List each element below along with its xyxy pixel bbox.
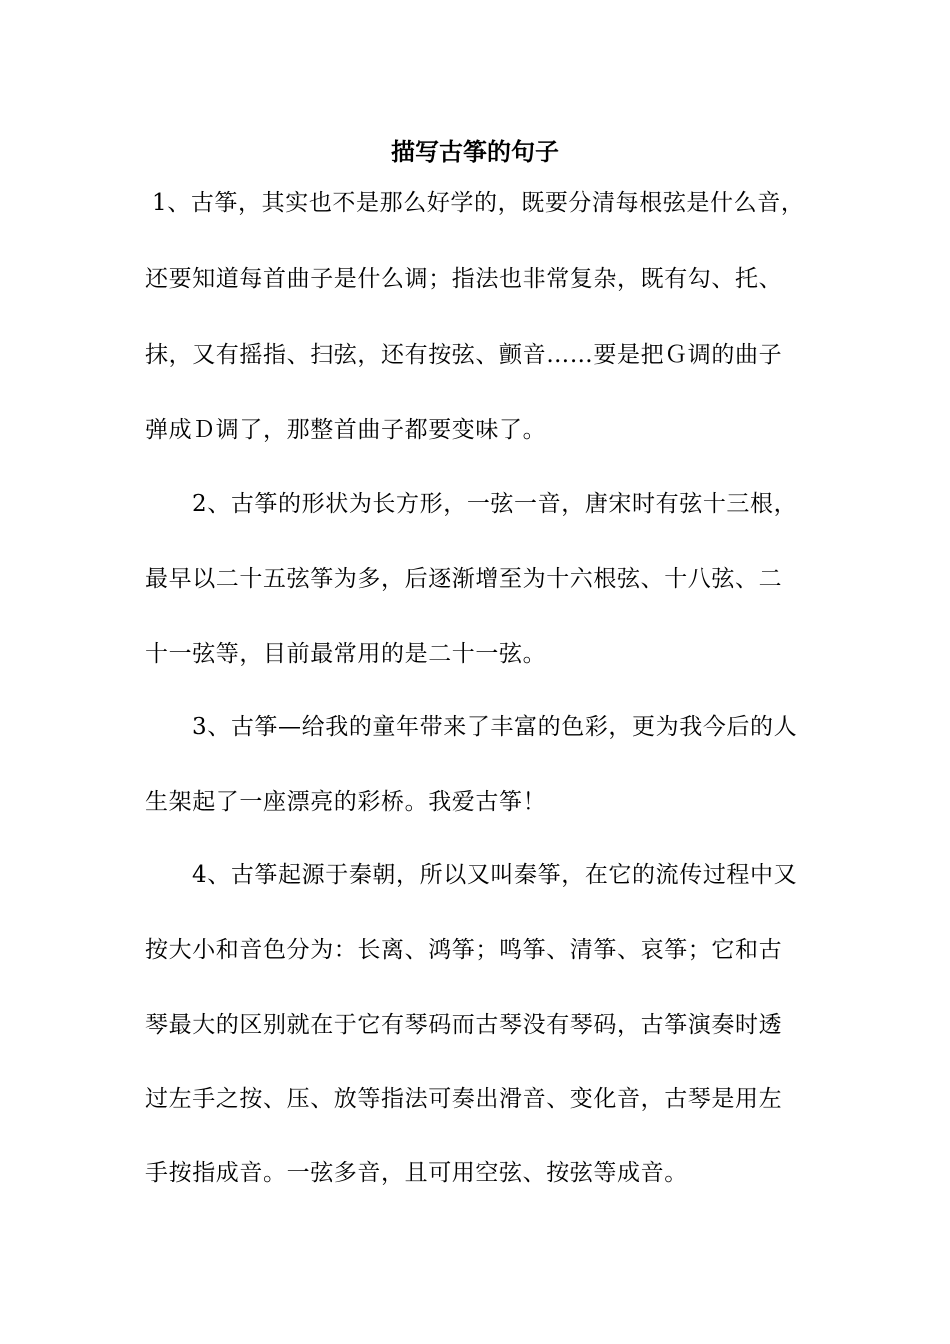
paragraph-1-line-3: 抹，又有摇指、扫弦，还有按弦、颤音……要是把Ｇ调的曲子 [145, 342, 783, 368]
document-title: 描写古筝的句子 [391, 138, 559, 166]
paragraph-2-line-2: 最早以二十五弦筝为多，后逐渐增至为十六根弦、十八弦、二 [145, 566, 783, 592]
paragraph-4-line-1: 4、古筝起源于秦朝，所以又叫秦筝，在它的流传过程中又 [192, 862, 798, 888]
paragraph-4-line-2: 按大小和音色分为：长离、鸿筝；鸣筝、清筝、哀筝；它和古 [145, 937, 783, 963]
paragraph-1-line-1: 1、古筝，其实也不是那么好学的，既要分清每根弦是什么音， [152, 190, 805, 216]
paragraph-1-line-4: 弹成Ｄ调了，那整首曲子都要变味了。 [145, 417, 547, 443]
paragraph-2-line-1: 2、古筝的形状为长方形，一弦一音，唐宋时有弦十三根， [192, 491, 798, 517]
paragraph-4-line-4: 过左手之按、压、放等指法可奏出滑音、变化音，古琴是用左 [145, 1086, 783, 1112]
paragraph-4-line-3: 琴最大的区别就在于它有琴码而古琴没有琴码，古筝演奏时透 [145, 1012, 783, 1038]
paragraph-3-line-2: 生架起了一座漂亮的彩桥。我爱古筝！ [145, 789, 547, 815]
paragraph-3-line-1: 3、古筝—给我的童年带来了丰富的色彩，更为我今后的人 [192, 714, 798, 740]
paragraph-1-line-2: 还要知道每首曲子是什么调；指法也非常复杂，既有勾、托、 [145, 266, 783, 292]
paragraph-4-line-5: 手按指成音。一弦多音，且可用空弦、按弦等成音。 [145, 1160, 688, 1186]
paragraph-2-line-3: 十一弦等，目前最常用的是二十一弦。 [145, 641, 547, 667]
